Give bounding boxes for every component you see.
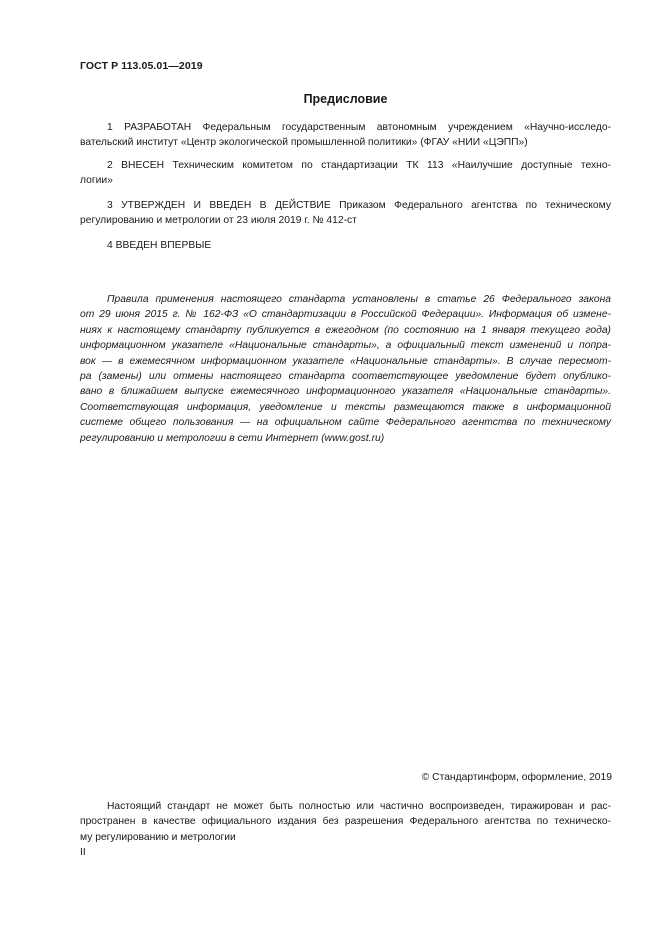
text-line: регулированию и метрологии в сети Интернет (www.gost.ru)	[80, 432, 385, 444]
text-line: логии»	[80, 175, 113, 187]
text-line: Правила применения настоящего стандарта установлены в статье 26 Федерального закона	[107, 294, 611, 305]
document-code: ГОСТ Р 113.05.01—2019	[80, 60, 203, 72]
text-line: ниях к настоящему стандарту публикуется в ежегодном (по состоянию на 1 января текущего года)	[80, 324, 611, 336]
text-line: Настоящий стандарт не может быть полностью или частично воспроизведен, тиражирован и рас-	[107, 801, 611, 812]
foreword-item-developed	[80, 120, 611, 151]
text-line: 4 ВВЕДЕН ВПЕРВЫЕ	[107, 240, 212, 251]
text-line: вано в ближайшем выпуске ежемесячного информационного указателя «Национальные стандарты».	[80, 386, 611, 398]
text-line: му регулированию и метрологии	[80, 831, 236, 843]
text-line: 1 РАЗРАБОТАН Федеральным государственным автономным учреждением «Научно-исследо-	[107, 122, 611, 133]
text-line: вательский институт «Центр экологической промышленной политики» (ФГАУ «НИИ «ЦЭПП»)	[80, 137, 528, 149]
text-line: 3 УТВЕРЖДЕН И ВВЕДЕН В ДЕЙСТВИЕ Приказом Федерального агентства по техническому	[107, 200, 611, 211]
text-line: Соответствующая информация, уведомление и тексты размещаются также в информационной	[80, 401, 611, 413]
application-rules-notice	[80, 292, 611, 446]
reproduction-rights-notice	[80, 799, 611, 845]
foreword-item-first-introduced	[80, 238, 611, 253]
page-number: II	[80, 847, 86, 858]
text-line: 2 ВНЕСЕН Техническим комитетом по стандартизации ТК 113 «Наилучшие доступные техно-	[107, 160, 611, 171]
text-line: системе общего пользования — на официальном сайте Федерального агентства по техническому	[80, 417, 611, 429]
foreword-item-introduced	[80, 158, 611, 189]
copyright-notice: © Стандартинформ, оформление, 2019	[421, 772, 612, 783]
text-line: регулированию и метрологии от 23 июля 2019 г. № 412-ст	[80, 215, 357, 227]
text-line: от 29 июня 2015 г. № 162-ФЗ «О стандартизации в Российской Федерации». Информация об измене-	[80, 309, 611, 321]
text-line: вок — в ежемесячном информационном указателе «Национальные стандарты». В случае пересмот-	[80, 355, 611, 367]
text-line: информационном указателе «Национальные стандарты», а официальный текст изменений и попра-	[80, 340, 611, 352]
page-title: Предисловие	[303, 92, 388, 106]
foreword-item-approved	[80, 198, 611, 229]
text-line: ра (замены) или отмены настоящего стандарта соответствующее уведомление будет опублико-	[80, 371, 611, 383]
text-line: пространен в качестве официального издания без разрешения Федерального агентства по техническо-	[80, 816, 611, 828]
